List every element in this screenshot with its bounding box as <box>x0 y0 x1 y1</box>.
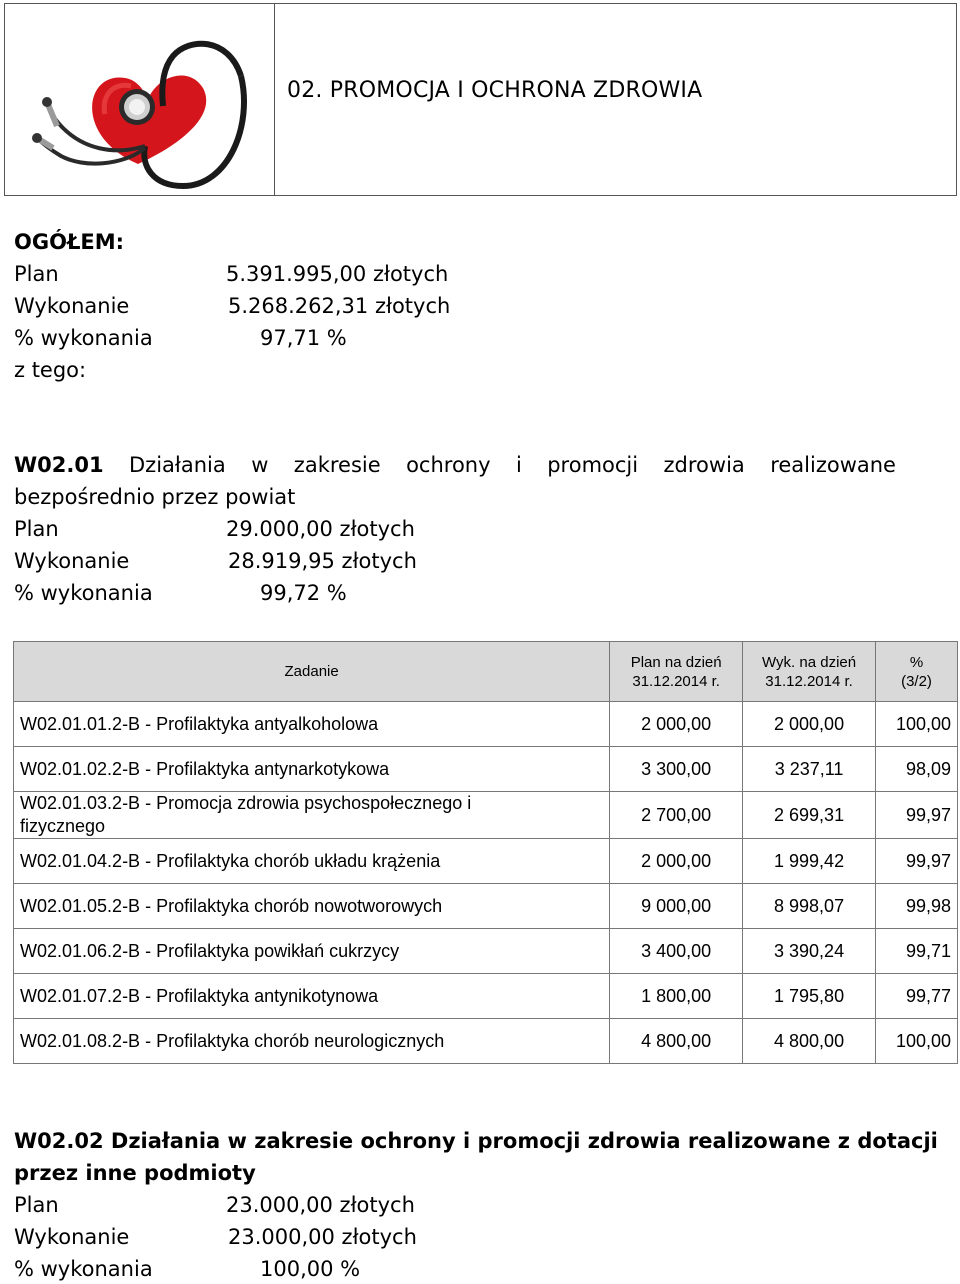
summary-exec-value: 5.268.262,31 złotych <box>228 294 451 318</box>
row-pct: 99,97 <box>876 792 958 839</box>
row-plan: 3 300,00 <box>610 747 743 792</box>
section1-plan-label: Plan <box>14 517 59 541</box>
row-plan: 2 700,00 <box>610 792 743 839</box>
table-row <box>14 702 958 747</box>
page-title: 02. PROMOCJA I OCHRONA ZDROWIA <box>287 78 703 103</box>
header-exec-line2: 31.12.2014 r. <box>765 672 853 690</box>
row-exec: 3 390,24 <box>743 929 876 974</box>
header-exec-line1: Wyk. na dzień <box>762 653 857 671</box>
heart-stethoscope-icon <box>13 16 268 191</box>
row-exec: 4 800,00 <box>743 1019 876 1064</box>
table-row <box>14 839 958 884</box>
row-task-name: W02.01.01.2-B - Profilaktyka antyalkoholowa <box>14 702 610 747</box>
header-box <box>4 3 957 196</box>
table-row <box>14 929 958 974</box>
summary-of-which: z tego: <box>14 358 87 382</box>
row-pct: 98,09 <box>876 747 958 792</box>
row-task-name: W02.01.04.2-B - Profilaktyka chorób układu krążenia <box>14 839 610 884</box>
row-exec: 2 000,00 <box>743 702 876 747</box>
header-plan-line2: 31.12.2014 r. <box>632 672 720 690</box>
row-pct: 99,71 <box>876 929 958 974</box>
row-exec: 3 237,11 <box>743 747 876 792</box>
header-plan-line1: Plan na dzień <box>630 653 722 671</box>
row-plan: 3 400,00 <box>610 929 743 974</box>
summary-exec-label: Wykonanie <box>14 294 130 318</box>
table-row <box>14 884 958 929</box>
header-pct-line1: % <box>909 653 924 671</box>
summary-pct-label: % wykonania <box>14 326 153 350</box>
section2-exec-label: Wykonanie <box>14 1225 130 1249</box>
summary-pct-value: 97,71 % <box>260 326 347 350</box>
header-pct <box>876 642 958 702</box>
header-task: Zadanie <box>14 642 610 702</box>
row-plan: 2 000,00 <box>610 839 743 884</box>
header-plan <box>610 642 743 702</box>
table-header-row <box>14 642 958 702</box>
section1-plan-value: 29.000,00 złotych <box>226 517 415 541</box>
section1-title-word: zakresie <box>293 453 381 477</box>
header-pct-line2: (3/2) <box>901 672 932 690</box>
table-row <box>14 1019 958 1064</box>
section2-exec-value: 23.000,00 złotych <box>228 1225 417 1249</box>
section1-title-word: w <box>251 453 269 477</box>
section1-title-word: realizowane <box>770 453 896 477</box>
section1-title-word: zdrowia <box>663 453 745 477</box>
section2-plan-label: Plan <box>14 1193 59 1217</box>
row-task-name: W02.01.02.2-B - Profilaktyka antynarkotykowa <box>14 747 610 792</box>
row-pct: 99,97 <box>876 839 958 884</box>
table-row <box>14 974 958 1019</box>
section1-title-line2: bezpośrednio przez powiat <box>14 485 296 509</box>
row-exec: 2 699,31 <box>743 792 876 839</box>
row-pct: 100,00 <box>876 702 958 747</box>
header-exec <box>743 642 876 702</box>
row-exec: 1 795,80 <box>743 974 876 1019</box>
section1-title-word: Działania <box>129 453 226 477</box>
section1-title-word: i <box>515 453 522 477</box>
row-task-name: W02.01.06.2-B - Profilaktyka powikłań cukrzycy <box>14 929 610 974</box>
row-plan: 9 000,00 <box>610 884 743 929</box>
section2-pct-value: 100,00 % <box>260 1257 361 1281</box>
section1-title-code: W02.01 <box>14 453 104 477</box>
row-pct: 99,77 <box>876 974 958 1019</box>
section2-title-line2: przez inne podmioty <box>14 1161 256 1185</box>
summary-plan-value: 5.391.995,00 złotych <box>226 262 449 286</box>
section1-title-line1 <box>14 453 896 477</box>
section1-pct-label: % wykonania <box>14 581 153 605</box>
logo-cell <box>5 4 275 195</box>
row-exec: 1 999,42 <box>743 839 876 884</box>
section1-pct-value: 99,72 % <box>260 581 347 605</box>
section1-exec-value: 28.919,95 złotych <box>228 549 417 573</box>
row-pct: 99,98 <box>876 884 958 929</box>
table-row <box>14 792 958 839</box>
table-row <box>14 747 958 792</box>
summary-plan-label: Plan <box>14 262 59 286</box>
section1-exec-label: Wykonanie <box>14 549 130 573</box>
tasks-table <box>13 641 958 1064</box>
section2-title-line1: W02.02 Działania w zakresie ochrony i promocji zdrowia realizowane z dotacji <box>14 1129 938 1153</box>
row-exec: 8 998,07 <box>743 884 876 929</box>
row-task-name: W02.01.05.2-B - Profilaktyka chorób nowotworowych <box>14 884 610 929</box>
row-task-name: W02.01.07.2-B - Profilaktyka antynikotynowa <box>14 974 610 1019</box>
row-plan: 4 800,00 <box>610 1019 743 1064</box>
row-task-name: W02.01.03.2-B - Promocja zdrowia psychospołecznego i fizycznego <box>14 792 610 839</box>
section1-title-word: promocji <box>547 453 639 477</box>
row-plan: 2 000,00 <box>610 702 743 747</box>
row-task-name: W02.01.08.2-B - Profilaktyka chorób neurologicznych <box>14 1019 610 1064</box>
row-pct: 100,00 <box>876 1019 958 1064</box>
summary-heading: OGÓŁEM: <box>14 230 125 254</box>
row-plan: 1 800,00 <box>610 974 743 1019</box>
section1-title-word: ochrony <box>406 453 491 477</box>
section2-pct-label: % wykonania <box>14 1257 153 1281</box>
section2-plan-value: 23.000,00 złotych <box>226 1193 415 1217</box>
